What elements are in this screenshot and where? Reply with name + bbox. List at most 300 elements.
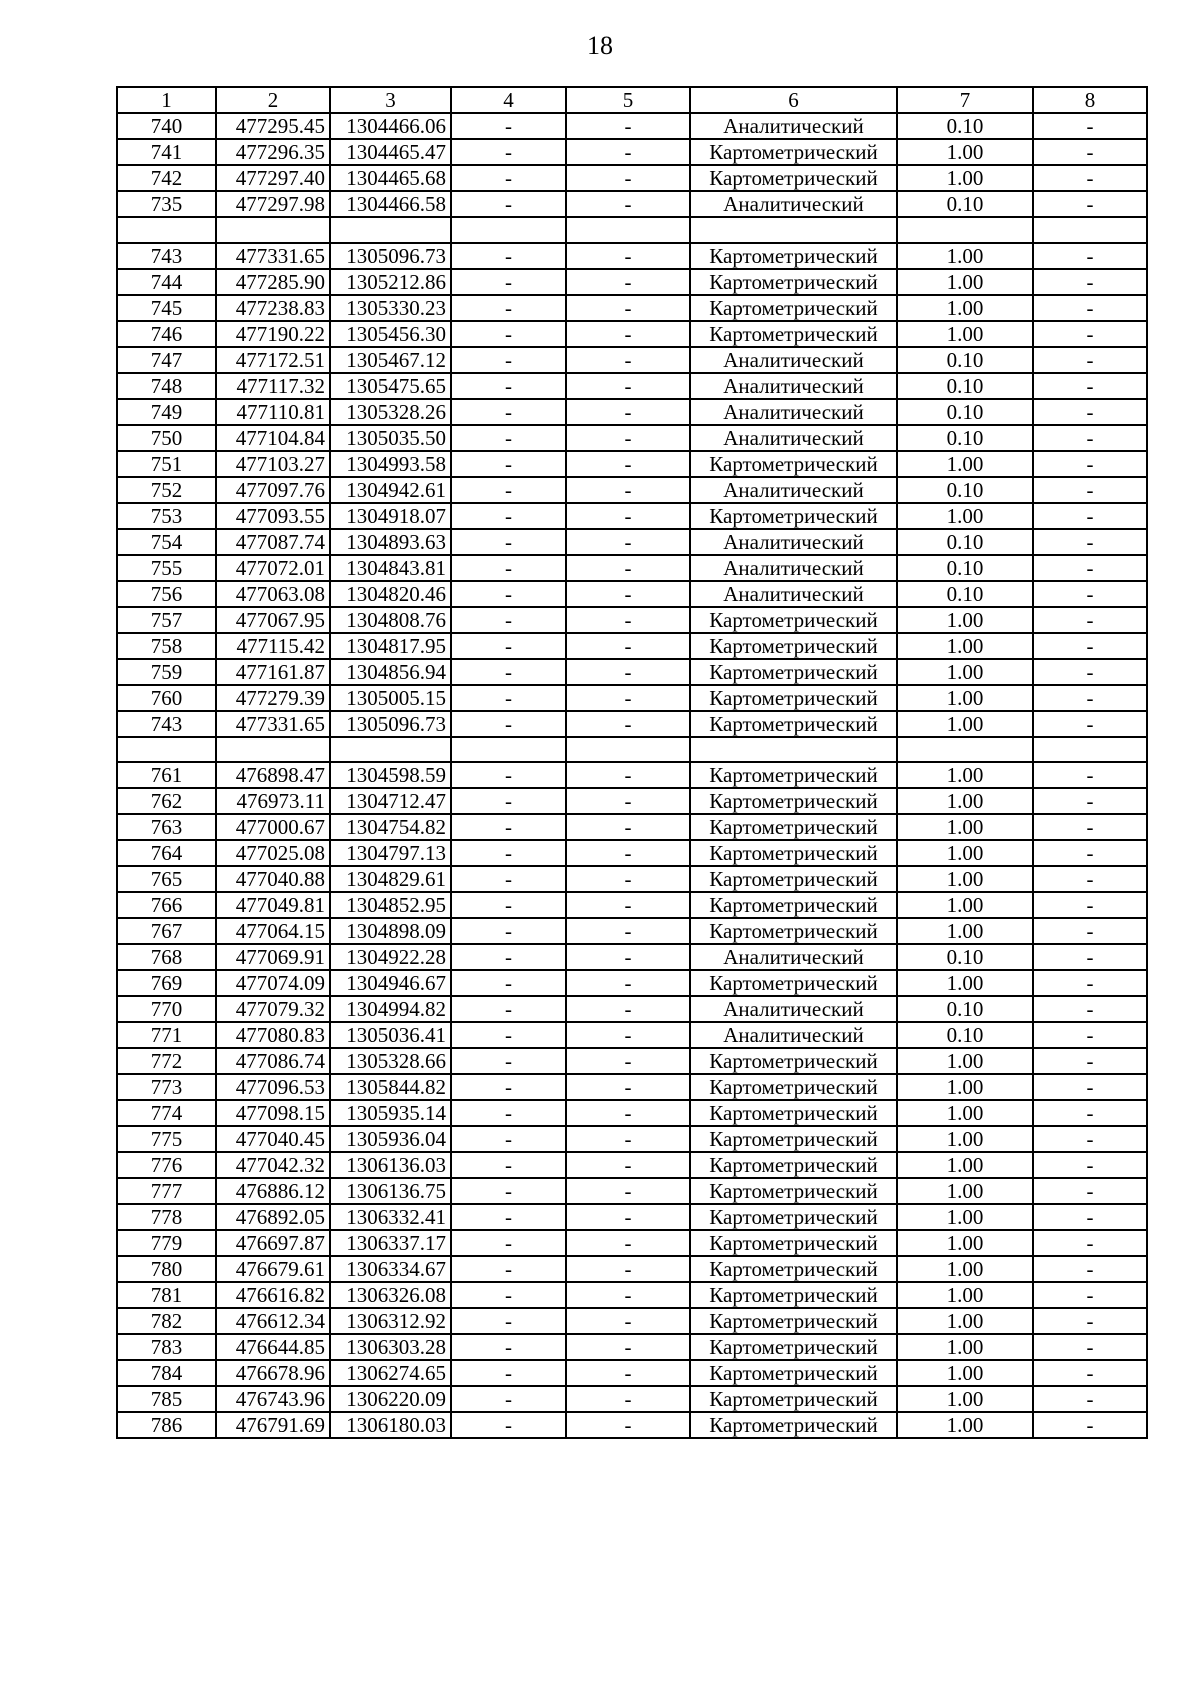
accuracy-cell: 1.00: [897, 1178, 1033, 1204]
method-cell: Картометрический: [690, 1308, 897, 1334]
table-row: [117, 1178, 1147, 1204]
y-coordinate-cell: 1305475.65: [330, 373, 451, 399]
x-coordinate-cell: 477096.53: [216, 1074, 330, 1100]
table-row: [117, 1412, 1147, 1438]
col-4-cell: -: [451, 1100, 566, 1126]
column-header-4: 4: [451, 87, 566, 113]
col-5-cell: [566, 217, 690, 243]
col-8-cell: -: [1033, 633, 1147, 659]
col-8-cell: -: [1033, 1204, 1147, 1230]
table-row: [117, 996, 1147, 1022]
col-8-cell: -: [1033, 191, 1147, 217]
table-row: [117, 425, 1147, 451]
x-coordinate-cell: 477087.74: [216, 529, 330, 555]
col-5-cell: -: [566, 866, 690, 892]
method-cell: Картометрический: [690, 1334, 897, 1360]
accuracy-cell: 1.00: [897, 970, 1033, 996]
accuracy-cell: 1.00: [897, 814, 1033, 840]
x-coordinate-cell: 477296.35: [216, 139, 330, 165]
y-coordinate-cell: 1305005.15: [330, 685, 451, 711]
y-coordinate-cell: 1304712.47: [330, 788, 451, 814]
col-4-cell: -: [451, 1360, 566, 1386]
x-coordinate-cell: 477000.67: [216, 814, 330, 840]
point-number-cell: 755: [117, 555, 216, 581]
col-5-cell: -: [566, 503, 690, 529]
x-coordinate-cell: 477069.91: [216, 944, 330, 970]
col-4-cell: -: [451, 1022, 566, 1048]
x-coordinate-cell: 477079.32: [216, 996, 330, 1022]
method-cell: Картометрический: [690, 1256, 897, 1282]
y-coordinate-cell: 1304856.94: [330, 659, 451, 685]
col-4-cell: -: [451, 1256, 566, 1282]
col-8-cell: -: [1033, 139, 1147, 165]
point-number-cell: 777: [117, 1178, 216, 1204]
accuracy-cell: 1.00: [897, 321, 1033, 347]
point-number-cell: 782: [117, 1308, 216, 1334]
x-coordinate-cell: 476679.61: [216, 1256, 330, 1282]
method-cell: Картометрический: [690, 918, 897, 944]
y-coordinate-cell: 1304994.82: [330, 996, 451, 1022]
method-cell: Аналитический: [690, 373, 897, 399]
accuracy-cell: 1.00: [897, 1152, 1033, 1178]
x-coordinate-cell: 477331.65: [216, 243, 330, 269]
table-row: [117, 1386, 1147, 1412]
x-coordinate-cell: 477110.81: [216, 399, 330, 425]
col-8-cell: [1033, 217, 1147, 243]
table-row: [117, 918, 1147, 944]
col-8-cell: -: [1033, 399, 1147, 425]
table-row: [117, 191, 1147, 217]
col-4-cell: -: [451, 788, 566, 814]
accuracy-cell: 0.10: [897, 477, 1033, 503]
col-4-cell: -: [451, 191, 566, 217]
point-number-cell: 783: [117, 1334, 216, 1360]
accuracy-cell: 0.10: [897, 113, 1033, 139]
x-coordinate-cell: 477103.27: [216, 451, 330, 477]
col-5-cell: -: [566, 814, 690, 840]
col-5-cell: -: [566, 1282, 690, 1308]
table-row: [117, 944, 1147, 970]
col-8-cell: -: [1033, 892, 1147, 918]
x-coordinate-cell: 477040.88: [216, 866, 330, 892]
col-5-cell: -: [566, 685, 690, 711]
method-cell: Аналитический: [690, 1022, 897, 1048]
y-coordinate-cell: [330, 217, 451, 243]
method-cell: Картометрический: [690, 788, 897, 814]
y-coordinate-cell: 1304817.95: [330, 633, 451, 659]
y-coordinate-cell: 1305467.12: [330, 347, 451, 373]
table-row: [117, 581, 1147, 607]
method-cell: [690, 737, 897, 763]
table-row: [117, 1048, 1147, 1074]
col-5-cell: -: [566, 892, 690, 918]
point-number-cell: 742: [117, 165, 216, 191]
point-number-cell: 767: [117, 918, 216, 944]
y-coordinate-cell: 1306332.41: [330, 1204, 451, 1230]
accuracy-cell: 1.00: [897, 295, 1033, 321]
accuracy-cell: 1.00: [897, 243, 1033, 269]
y-coordinate-cell: 1306220.09: [330, 1386, 451, 1412]
y-coordinate-cell: 1306180.03: [330, 1412, 451, 1438]
method-cell: Аналитический: [690, 529, 897, 555]
col-4-cell: -: [451, 1178, 566, 1204]
col-4-cell: -: [451, 1334, 566, 1360]
method-cell: Аналитический: [690, 113, 897, 139]
col-5-cell: -: [566, 425, 690, 451]
method-cell: Картометрический: [690, 1100, 897, 1126]
method-cell: Аналитический: [690, 996, 897, 1022]
x-coordinate-cell: 477063.08: [216, 581, 330, 607]
table-row: [117, 399, 1147, 425]
col-5-cell: -: [566, 711, 690, 737]
col-8-cell: -: [1033, 555, 1147, 581]
method-cell: Картометрический: [690, 243, 897, 269]
x-coordinate-cell: 476697.87: [216, 1230, 330, 1256]
col-4-cell: -: [451, 918, 566, 944]
table-row: [117, 373, 1147, 399]
accuracy-cell: 1.00: [897, 269, 1033, 295]
col-4-cell: -: [451, 425, 566, 451]
point-number-cell: 761: [117, 762, 216, 788]
point-number-cell: 772: [117, 1048, 216, 1074]
col-4-cell: -: [451, 165, 566, 191]
method-cell: Аналитический: [690, 555, 897, 581]
point-number-cell: 775: [117, 1126, 216, 1152]
col-5-cell: -: [566, 529, 690, 555]
table-row: [117, 607, 1147, 633]
y-coordinate-cell: 1306136.03: [330, 1152, 451, 1178]
point-number-cell: 743: [117, 711, 216, 737]
method-cell: Аналитический: [690, 477, 897, 503]
y-coordinate-cell: 1305330.23: [330, 295, 451, 321]
table-row: [117, 788, 1147, 814]
accuracy-cell: 1.00: [897, 165, 1033, 191]
column-header-3: 3: [330, 87, 451, 113]
col-4-cell: [451, 737, 566, 763]
y-coordinate-cell: 1306274.65: [330, 1360, 451, 1386]
table-row: [117, 1152, 1147, 1178]
x-coordinate-cell: 477115.42: [216, 633, 330, 659]
table-row: [117, 451, 1147, 477]
col-8-cell: -: [1033, 477, 1147, 503]
point-number-cell: [117, 217, 216, 243]
col-4-cell: -: [451, 269, 566, 295]
accuracy-cell: 1.00: [897, 1282, 1033, 1308]
col-4-cell: -: [451, 477, 566, 503]
col-5-cell: -: [566, 1412, 690, 1438]
page-number: 18: [587, 31, 613, 60]
y-coordinate-cell: 1304898.09: [330, 918, 451, 944]
x-coordinate-cell: 477161.87: [216, 659, 330, 685]
method-cell: Картометрический: [690, 814, 897, 840]
x-coordinate-cell: 477295.45: [216, 113, 330, 139]
col-8-cell: -: [1033, 788, 1147, 814]
x-coordinate-cell: 477297.98: [216, 191, 330, 217]
col-8-cell: -: [1033, 1048, 1147, 1074]
table-row: [117, 1308, 1147, 1334]
y-coordinate-cell: 1304466.58: [330, 191, 451, 217]
col-5-cell: -: [566, 581, 690, 607]
table-row: [117, 269, 1147, 295]
x-coordinate-cell: 477097.76: [216, 477, 330, 503]
x-coordinate-cell: 476791.69: [216, 1412, 330, 1438]
table-row: [117, 1074, 1147, 1100]
accuracy-cell: 1.00: [897, 866, 1033, 892]
point-number-cell: 756: [117, 581, 216, 607]
accuracy-cell: 1.00: [897, 1308, 1033, 1334]
x-coordinate-cell: 477104.84: [216, 425, 330, 451]
x-coordinate-cell: 477042.32: [216, 1152, 330, 1178]
col-4-cell: -: [451, 581, 566, 607]
col-4-cell: -: [451, 633, 566, 659]
table-row: [117, 165, 1147, 191]
col-8-cell: [1033, 737, 1147, 763]
point-number-cell: 781: [117, 1282, 216, 1308]
y-coordinate-cell: 1304808.76: [330, 607, 451, 633]
accuracy-cell: 1.00: [897, 711, 1033, 737]
col-5-cell: -: [566, 373, 690, 399]
table-row: [117, 243, 1147, 269]
accuracy-cell: 1.00: [897, 1334, 1033, 1360]
accuracy-cell: 0.10: [897, 347, 1033, 373]
col-4-cell: -: [451, 451, 566, 477]
x-coordinate-cell: 477086.74: [216, 1048, 330, 1074]
column-header-8: 8: [1033, 87, 1147, 113]
col-5-cell: -: [566, 1048, 690, 1074]
table-row: [117, 1230, 1147, 1256]
table-row: [117, 113, 1147, 139]
method-cell: Картометрический: [690, 1204, 897, 1230]
accuracy-cell: 1.00: [897, 607, 1033, 633]
point-number-cell: 754: [117, 529, 216, 555]
col-8-cell: -: [1033, 1100, 1147, 1126]
method-cell: Аналитический: [690, 944, 897, 970]
separator-row: [117, 737, 1147, 763]
y-coordinate-cell: 1305936.04: [330, 1126, 451, 1152]
accuracy-cell: [897, 217, 1033, 243]
col-4-cell: -: [451, 866, 566, 892]
col-4-cell: -: [451, 659, 566, 685]
x-coordinate-cell: 477285.90: [216, 269, 330, 295]
method-cell: Аналитический: [690, 425, 897, 451]
table-row: [117, 1256, 1147, 1282]
col-8-cell: -: [1033, 1022, 1147, 1048]
accuracy-cell: 1.00: [897, 1204, 1033, 1230]
method-cell: Картометрический: [690, 840, 897, 866]
col-5-cell: -: [566, 1074, 690, 1100]
col-4-cell: -: [451, 1126, 566, 1152]
y-coordinate-cell: 1306136.75: [330, 1178, 451, 1204]
col-8-cell: -: [1033, 1152, 1147, 1178]
col-4-cell: -: [451, 892, 566, 918]
method-cell: Картометрический: [690, 165, 897, 191]
col-4-cell: -: [451, 1308, 566, 1334]
col-8-cell: -: [1033, 1360, 1147, 1386]
col-8-cell: -: [1033, 373, 1147, 399]
method-cell: Картометрический: [690, 503, 897, 529]
table-row: [117, 866, 1147, 892]
y-coordinate-cell: 1304893.63: [330, 529, 451, 555]
accuracy-cell: 1.00: [897, 762, 1033, 788]
col-8-cell: -: [1033, 321, 1147, 347]
point-number-cell: 749: [117, 399, 216, 425]
x-coordinate-cell: 476616.82: [216, 1282, 330, 1308]
point-number-cell: 760: [117, 685, 216, 711]
table-row: [117, 529, 1147, 555]
accuracy-cell: 0.10: [897, 555, 1033, 581]
accuracy-cell: 1.00: [897, 685, 1033, 711]
col-5-cell: -: [566, 1308, 690, 1334]
col-8-cell: -: [1033, 451, 1147, 477]
point-number-cell: 769: [117, 970, 216, 996]
table-row: [117, 503, 1147, 529]
point-number-cell: 784: [117, 1360, 216, 1386]
point-number-cell: 766: [117, 892, 216, 918]
x-coordinate-cell: 477049.81: [216, 892, 330, 918]
point-number-cell: 780: [117, 1256, 216, 1282]
col-5-cell: -: [566, 113, 690, 139]
col-5-cell: -: [566, 477, 690, 503]
col-8-cell: -: [1033, 840, 1147, 866]
x-coordinate-cell: 477238.83: [216, 295, 330, 321]
col-4-cell: -: [451, 1282, 566, 1308]
method-cell: Картометрический: [690, 1048, 897, 1074]
accuracy-cell: 1.00: [897, 139, 1033, 165]
column-header-2: 2: [216, 87, 330, 113]
col-4-cell: [451, 217, 566, 243]
col-5-cell: -: [566, 1126, 690, 1152]
col-8-cell: -: [1033, 1178, 1147, 1204]
point-number-cell: 741: [117, 139, 216, 165]
point-number-cell: 764: [117, 840, 216, 866]
x-coordinate-cell: 477067.95: [216, 607, 330, 633]
y-coordinate-cell: 1304465.68: [330, 165, 451, 191]
table-row: [117, 659, 1147, 685]
col-5-cell: -: [566, 1152, 690, 1178]
col-8-cell: -: [1033, 814, 1147, 840]
method-cell: Картометрический: [690, 139, 897, 165]
col-8-cell: -: [1033, 1074, 1147, 1100]
col-4-cell: -: [451, 1386, 566, 1412]
col-8-cell: -: [1033, 996, 1147, 1022]
point-number-cell: 763: [117, 814, 216, 840]
col-4-cell: -: [451, 1048, 566, 1074]
accuracy-cell: 0.10: [897, 996, 1033, 1022]
table-row: [117, 295, 1147, 321]
point-number-cell: 751: [117, 451, 216, 477]
accuracy-cell: 0.10: [897, 191, 1033, 217]
table-row: [117, 814, 1147, 840]
point-number-cell: 758: [117, 633, 216, 659]
col-4-cell: -: [451, 503, 566, 529]
x-coordinate-cell: 477172.51: [216, 347, 330, 373]
col-5-cell: -: [566, 1022, 690, 1048]
col-8-cell: -: [1033, 425, 1147, 451]
method-cell: Картометрический: [690, 762, 897, 788]
col-4-cell: -: [451, 1152, 566, 1178]
col-5-cell: -: [566, 269, 690, 295]
table-row: [117, 139, 1147, 165]
y-coordinate-cell: 1304946.67: [330, 970, 451, 996]
method-cell: Картометрический: [690, 295, 897, 321]
col-8-cell: -: [1033, 1308, 1147, 1334]
accuracy-cell: 1.00: [897, 1230, 1033, 1256]
table-body: [117, 113, 1147, 1438]
method-cell: Картометрический: [690, 1230, 897, 1256]
method-cell: Картометрический: [690, 970, 897, 996]
col-5-cell: -: [566, 788, 690, 814]
col-4-cell: -: [451, 944, 566, 970]
point-number-cell: 743: [117, 243, 216, 269]
y-coordinate-cell: 1304829.61: [330, 866, 451, 892]
x-coordinate-cell: 477093.55: [216, 503, 330, 529]
y-coordinate-cell: 1304465.47: [330, 139, 451, 165]
method-cell: Картометрический: [690, 659, 897, 685]
table-row: [117, 347, 1147, 373]
col-8-cell: -: [1033, 1126, 1147, 1152]
col-4-cell: -: [451, 1230, 566, 1256]
method-cell: Аналитический: [690, 347, 897, 373]
col-8-cell: -: [1033, 918, 1147, 944]
col-5-cell: -: [566, 944, 690, 970]
column-header-1: 1: [117, 87, 216, 113]
point-number-cell: 740: [117, 113, 216, 139]
x-coordinate-cell: 476644.85: [216, 1334, 330, 1360]
x-coordinate-cell: 476612.34: [216, 1308, 330, 1334]
accuracy-cell: 1.00: [897, 451, 1033, 477]
col-4-cell: -: [451, 139, 566, 165]
column-header-5: 5: [566, 87, 690, 113]
table-row: [117, 685, 1147, 711]
col-8-cell: -: [1033, 1282, 1147, 1308]
col-5-cell: -: [566, 165, 690, 191]
col-8-cell: -: [1033, 659, 1147, 685]
point-number-cell: 768: [117, 944, 216, 970]
x-coordinate-cell: 477072.01: [216, 555, 330, 581]
x-coordinate-cell: 477279.39: [216, 685, 330, 711]
method-cell: Аналитический: [690, 191, 897, 217]
table-row: [117, 321, 1147, 347]
y-coordinate-cell: 1304918.07: [330, 503, 451, 529]
col-4-cell: -: [451, 1412, 566, 1438]
col-8-cell: -: [1033, 347, 1147, 373]
point-number-cell: 785: [117, 1386, 216, 1412]
col-4-cell: -: [451, 347, 566, 373]
table-row: [117, 1100, 1147, 1126]
accuracy-cell: 1.00: [897, 1360, 1033, 1386]
x-coordinate-cell: 476743.96: [216, 1386, 330, 1412]
col-8-cell: -: [1033, 944, 1147, 970]
accuracy-cell: 1.00: [897, 1256, 1033, 1282]
col-5-cell: -: [566, 399, 690, 425]
accuracy-cell: 1.00: [897, 1386, 1033, 1412]
y-coordinate-cell: 1305328.26: [330, 399, 451, 425]
accuracy-cell: 1.00: [897, 788, 1033, 814]
y-coordinate-cell: 1306312.92: [330, 1308, 451, 1334]
col-8-cell: -: [1033, 113, 1147, 139]
col-5-cell: -: [566, 191, 690, 217]
table-row: [117, 633, 1147, 659]
method-cell: Картометрический: [690, 1412, 897, 1438]
separator-row: [117, 217, 1147, 243]
col-4-cell: -: [451, 399, 566, 425]
y-coordinate-cell: 1305096.73: [330, 243, 451, 269]
col-4-cell: -: [451, 243, 566, 269]
method-cell: Аналитический: [690, 581, 897, 607]
point-number-cell: 762: [117, 788, 216, 814]
y-coordinate-cell: 1304843.81: [330, 555, 451, 581]
col-8-cell: -: [1033, 866, 1147, 892]
